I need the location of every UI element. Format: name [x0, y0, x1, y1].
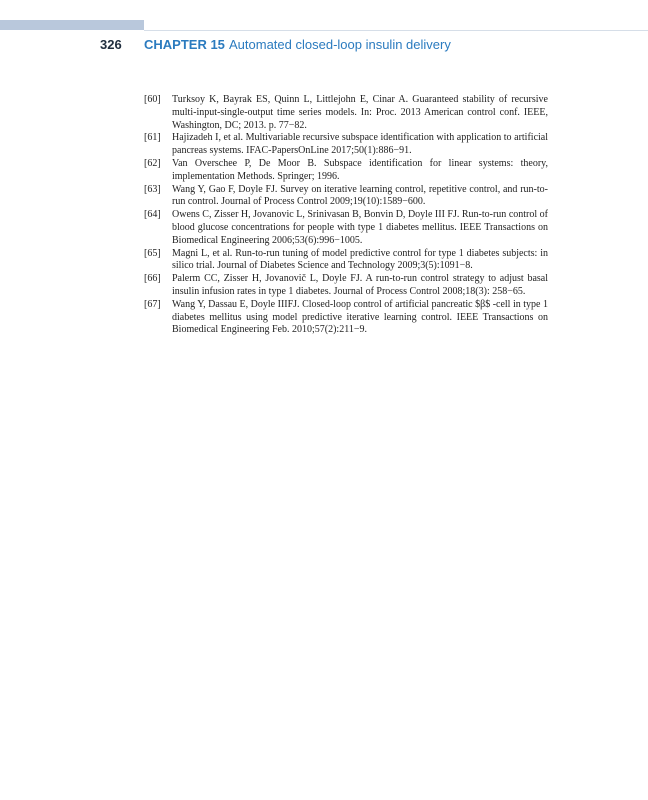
reference-text: Van Overschee P, De Moor B. Subspace identification for linear systems: theory, implementation Methods. Springer; 1996.	[172, 157, 548, 182]
reference-text: Wang Y, Gao F, Doyle FJ. Survey on iterative learning control, repetitive control, and run-to-run control. Journal of Process Control 2009;19(10):1589−600.	[172, 183, 548, 208]
reference-number: [66]	[144, 273, 161, 285]
reference-list	[144, 94, 548, 337]
reference-item	[144, 132, 548, 158]
reference-number: [61]	[144, 132, 161, 144]
chapter-label: CHAPTER 15	[144, 37, 225, 52]
reference-item	[144, 209, 548, 247]
reference-number: [62]	[144, 157, 161, 169]
reference-text: Owens C, Zisser H, Jovanovic L, Srinivasan B, Bonvin D, Doyle III FJ. Run-to-run control of blood glucose concentrations for people with type 1 diabetes mellitus. IEEE Transactions on Biomedical Engineering 2006;53(6):996−1005.	[172, 209, 548, 246]
reference-number: [67]	[144, 298, 161, 310]
reference-number: [65]	[144, 247, 161, 259]
chapter-title: Automated closed-loop insulin delivery	[229, 37, 451, 52]
reference-text: Palerm CC, Zisser H, Jovanovič L, Doyle FJ. A run-to-run control strategy to adjust basal insulin infusion rates in type 1 diabetes. Journal of Process Control 2008;18(3): 258−65.	[172, 273, 548, 297]
reference-text: Hajizadeh I, et al. Multivariable recursive subspace identification with application to artificial pancreas systems. IFAC-PapersOnLine 2017;50(1):886−91.	[172, 132, 548, 157]
reference-text: Magni L, et al. Run-to-run tuning of model predictive control for type 1 diabetes subjects: in silico trial. Journal of Diabetes Science and Technology 2009;3(5):1091−8.	[172, 247, 548, 272]
reference-item	[144, 158, 548, 184]
reference-number: [60]	[144, 94, 161, 105]
reference-number: [63]	[144, 183, 161, 195]
running-head	[0, 35, 648, 55]
reference-item	[144, 273, 548, 299]
header-rule	[144, 30, 648, 31]
reference-text: Turksoy K, Bayrak ES, Quinn L, Littlejohn E, Cinar A. Guaranteed stability of recursive multi-input-single-output time series models. In: Proc. 2013 American control conf. IEEE, Washington, DC; 2013. p. 77−82.	[172, 94, 548, 131]
reference-number: [64]	[144, 209, 161, 221]
reference-text: Wang Y, Dassau E, Doyle IIIFJ. Closed-loop control of artificial pancreatic $β$ -cell in type 1 diabetes mellitus using model predictive iterative learning control. IEEE Transactions on Biomedical Engineering Feb. 2010;57(2):211−9.	[172, 298, 548, 336]
reference-item	[144, 299, 548, 337]
reference-item	[144, 94, 548, 132]
reference-item	[144, 248, 548, 274]
reference-item	[144, 184, 548, 210]
page-number: 326	[100, 37, 122, 52]
header-accent-bar	[0, 20, 144, 30]
